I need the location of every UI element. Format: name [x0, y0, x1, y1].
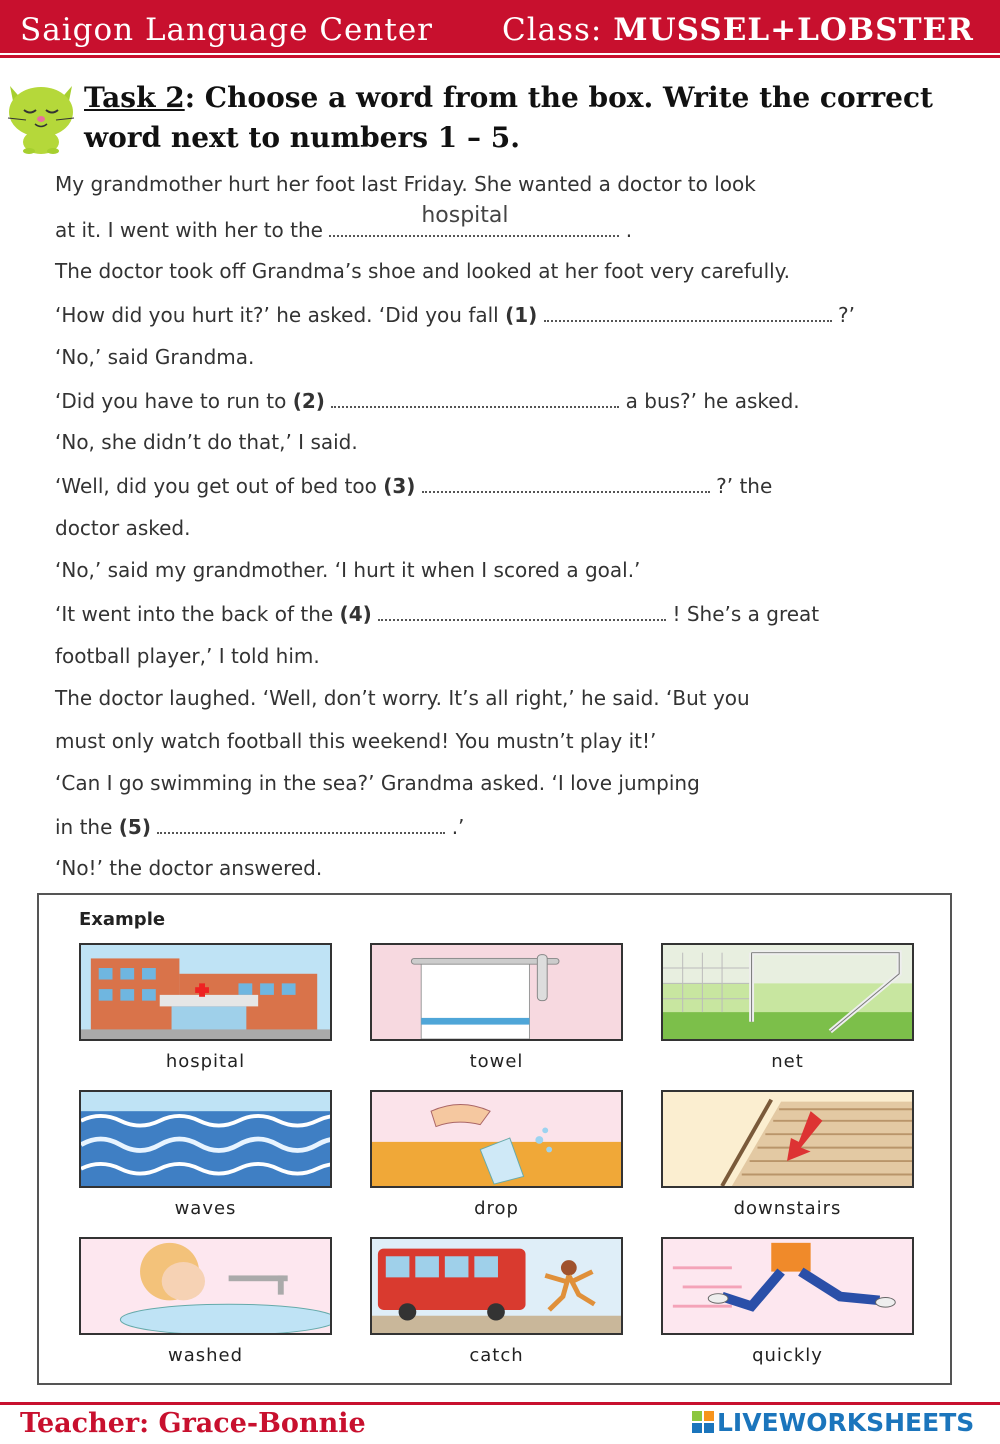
- blank-number-2: (2): [292, 389, 325, 413]
- answer-blank-2[interactable]: [331, 388, 619, 408]
- story-text-segment: at it. I went with her to the: [55, 218, 323, 242]
- story-line: football player,’ I told him.: [55, 644, 320, 668]
- brand-text: LIVEWORKSHEETS: [717, 1408, 975, 1437]
- example-answer: hospital: [421, 203, 509, 228]
- word-catch: catch: [469, 1345, 524, 1366]
- header-divider: [0, 53, 1000, 55]
- center-name: Saigon Language Center: [20, 12, 433, 48]
- example-label: Example: [79, 909, 166, 930]
- story-line: [55, 814, 464, 839]
- word-waves: waves: [174, 1198, 237, 1219]
- story-text-segment: ?’ the: [716, 474, 773, 498]
- story-line: [55, 601, 819, 626]
- word-washed: washed: [167, 1345, 244, 1366]
- word-quickly: quickly: [752, 1345, 823, 1366]
- story-line: must only watch football this weekend! You mustn’t play it!’: [55, 729, 657, 753]
- word-hospital: hospital: [165, 1051, 246, 1072]
- story-text-segment: ‘It went into the back of the: [55, 602, 334, 626]
- class-value: MUSSEL+LOBSTER: [613, 12, 974, 48]
- story-line: [55, 302, 855, 327]
- task-text: : Choose a word from the box. Write the correct word next to numbers 1 – 5.: [84, 81, 933, 154]
- net-picture: [661, 943, 914, 1041]
- cat-icon: [2, 72, 80, 154]
- footer-divider: [0, 1402, 1000, 1405]
- story-text-segment: a bus?’ he asked.: [625, 389, 800, 413]
- task-label: Task 2: [84, 81, 185, 114]
- blank-number-5: (5): [118, 815, 151, 839]
- word-drop: drop: [474, 1198, 519, 1219]
- story-line: ‘No,’ said Grandma.: [55, 345, 255, 369]
- answer-blank-5[interactable]: [157, 814, 445, 834]
- story-text-segment: ‘Well, did you get out of bed too: [55, 474, 377, 498]
- story-line: The doctor took off Grandma’s shoe and looked at her foot very carefully.: [55, 259, 791, 283]
- liveworksheets-logo-icon: [692, 1410, 714, 1432]
- task-instruction: [84, 78, 994, 158]
- answer-blank-4[interactable]: [378, 601, 666, 621]
- story-text-segment: ! She’s a great: [672, 602, 820, 626]
- class-info: [502, 12, 974, 48]
- story-line: ‘No,’ said my grandmother. ‘I hurt it when I scored a goal.’: [55, 558, 641, 582]
- story-line: [55, 388, 800, 413]
- waves-picture: [79, 1090, 332, 1188]
- blank-number-3: (3): [383, 474, 416, 498]
- downstairs-picture: [661, 1090, 914, 1188]
- word-box: [37, 893, 952, 1385]
- story-line: ‘No, she didn’t do that,’ I said.: [55, 430, 358, 454]
- hospital-picture: [79, 943, 332, 1041]
- story-text-segment: in the: [55, 815, 113, 839]
- story-line: ‘Can I go swimming in the sea?’ Grandma asked. ‘I love jumping: [55, 771, 700, 795]
- story-text-segment: ‘Did you have to run to: [55, 389, 287, 413]
- story-line: The doctor laughed. ‘Well, don’t worry. It’s all right,’ he said. ‘But you: [55, 686, 750, 710]
- story-text-segment: ‘How did you hurt it?’ he asked. ‘Did you fall: [55, 303, 499, 327]
- answer-blank-1[interactable]: [544, 302, 832, 322]
- teacher-name: Teacher: Grace-Bonnie: [20, 1408, 366, 1439]
- class-label: Class:: [502, 12, 603, 48]
- towel-picture: [370, 943, 623, 1041]
- story-line: [55, 203, 633, 242]
- blank-number-1: (1): [505, 303, 538, 327]
- story-line: doctor asked.: [55, 516, 191, 540]
- story-line: [55, 473, 772, 498]
- drop-picture: [370, 1090, 623, 1188]
- liveworksheets-brand[interactable]: [692, 1408, 974, 1437]
- word-net: net: [771, 1051, 804, 1072]
- blank-number-4: (4): [339, 602, 372, 626]
- word-towel: towel: [469, 1051, 524, 1072]
- story-text-segment: .: [625, 218, 633, 242]
- story-line: ‘No!’ the doctor answered.: [55, 856, 323, 880]
- word-downstairs: downstairs: [733, 1198, 842, 1219]
- catch-picture: [370, 1237, 623, 1335]
- washed-picture: [79, 1237, 332, 1335]
- example-blank: [329, 203, 619, 237]
- answer-blank-3[interactable]: [422, 473, 710, 493]
- story-text-segment: .’: [451, 815, 465, 839]
- quickly-picture: [661, 1237, 914, 1335]
- story-line: My grandmother hurt her foot last Friday. She wanted a doctor to look: [55, 172, 756, 196]
- header-bar: [0, 0, 1000, 58]
- story-text-segment: ?’: [838, 303, 856, 327]
